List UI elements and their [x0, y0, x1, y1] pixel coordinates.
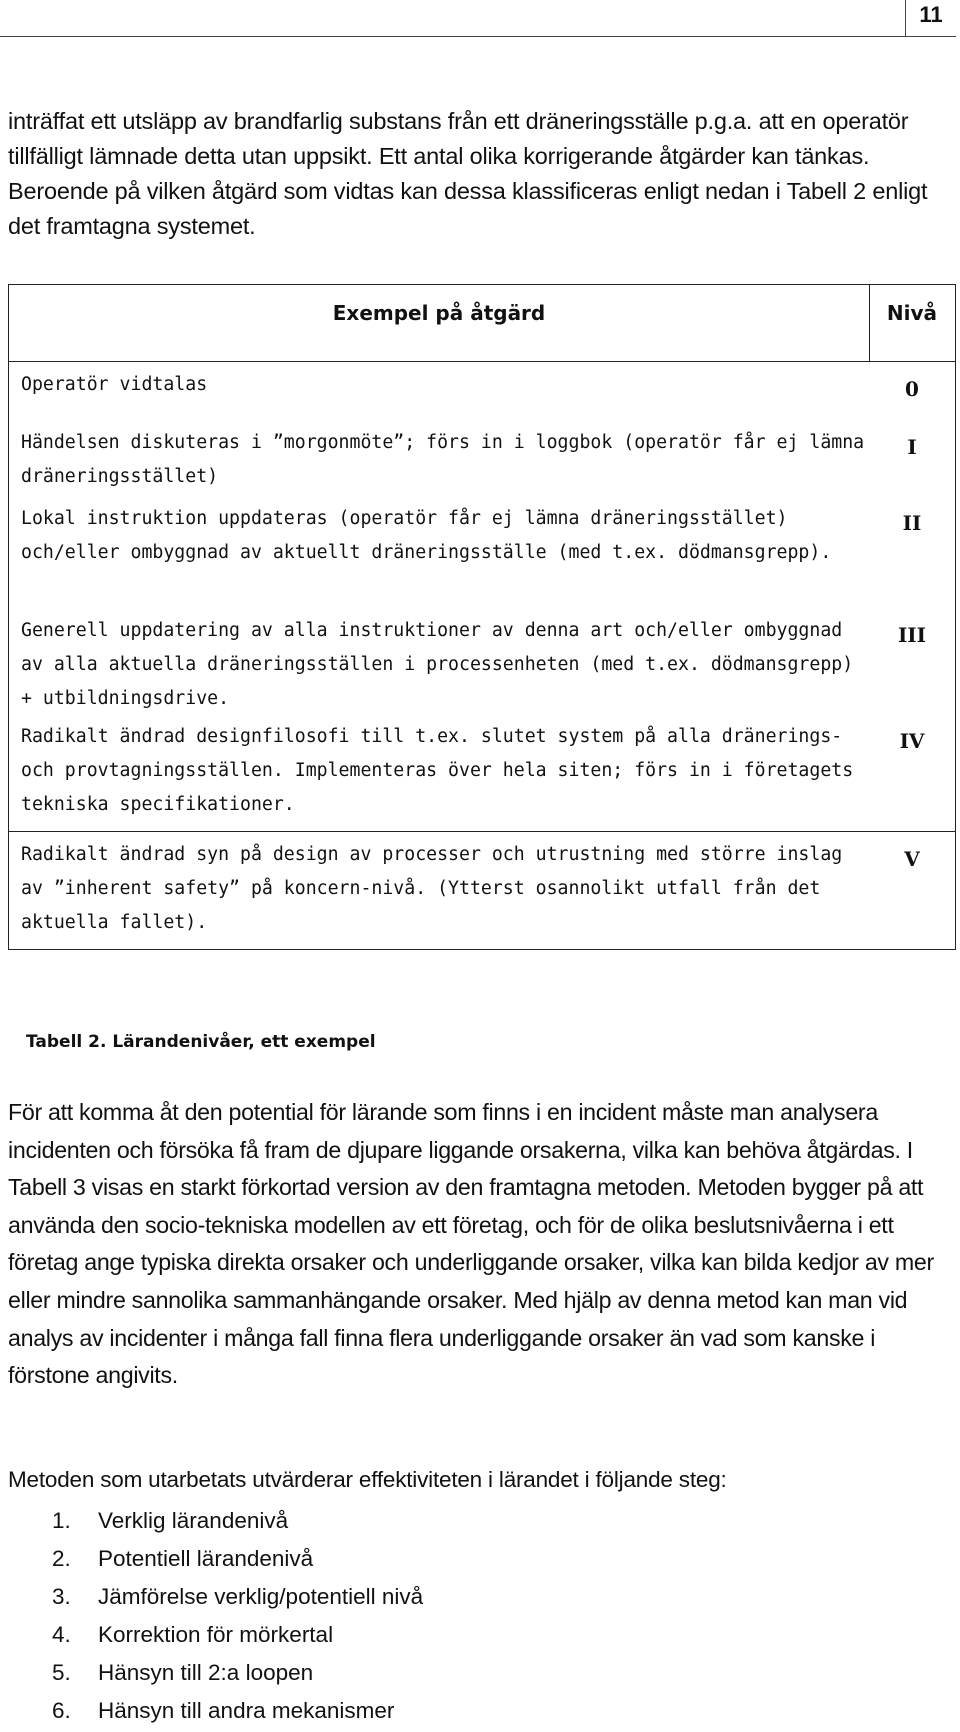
intro-paragraph	[8, 104, 956, 244]
row-action: Lokal instruktion uppdateras (operatör får ej lämna dräneringsstället) och/eller ombyggnad av aktuellt dräneringsställe (med t.ex. dödmansgrepp).	[21, 508, 832, 563]
page-number: 11	[905, 0, 956, 36]
row-level: II	[902, 511, 922, 535]
list-item	[52, 1616, 423, 1654]
step-text: Hänsyn till 2:a loopen	[98, 1660, 314, 1685]
step-number: 3.	[52, 1584, 71, 1609]
step-text: Verklig lärandenivå	[98, 1508, 289, 1533]
step-number: 6.	[52, 1698, 71, 1723]
row-action: Generell uppdatering av alla instruktioner av denna art och/eller ombyggnad av alla aktuella dräneringsställen i processenheten (med t.ex. dödmansgrepp) + utbildningsdrive.	[21, 620, 854, 709]
row-action: Radikalt ändrad syn på design av processer och utrustning med större inslag av ”inherent safety” på koncern-nivå. (Ytterst osannolikt utfall från det aktuella fallet).	[21, 844, 843, 933]
step-number: 5.	[52, 1660, 71, 1685]
table-row	[8, 496, 956, 608]
header-action: Exempel på åtgärd	[9, 285, 870, 361]
steps-intro: Metoden som utarbetats utvärderar effektiviteten i lärandet i följande steg:	[8, 1467, 727, 1492]
row-level: III	[897, 623, 927, 647]
steps-list	[52, 1502, 423, 1730]
page-header	[0, 0, 956, 37]
row-action: Händelsen diskuteras i ”morgonmöte”; förs in i loggbok (operatör får ej lämna dräneringsstället)	[21, 432, 865, 487]
body-paragraph	[8, 1094, 956, 1395]
step-text: Hänsyn till andra mekanismer	[98, 1698, 395, 1723]
learning-levels-table	[8, 284, 956, 950]
row-action: Operatör vidtalas	[21, 374, 208, 395]
table-row	[8, 362, 956, 420]
body-text: För att komma åt den potential för lärande som finns i en incident måste man analysera incidenten och försöka få fram de djupare liggande orsakerna, vilka kan behöva åtgärdas. I Tabell 3 visas en starkt förkortad version av den framtagna metoden. Metoden bygger på att använda den socio-tekniska modellen av ett företag, och för de olika beslutsnivåerna i ett företag ange typiska direkta orsaker och underliggande orsaker, vilka kan bilda kedjor av mer eller mindre sannolika sammanhängande orsaker. Med hjälp av denna metod kan man vid analys av incidenter i många fall finna flera underliggande orsaker än vad som kanske i förstone angivits.	[8, 1099, 934, 1389]
list-item	[52, 1578, 423, 1616]
row-action: Radikalt ändrad designfilosofi till t.ex. slutet system på alla dränerings- och provtagningsställen. Implementeras över hela siten; förs in i företagets tekniska specifikationer.	[21, 726, 854, 815]
step-text: Potentiell lärandenivå	[98, 1546, 314, 1571]
row-level: IV	[899, 729, 925, 753]
row-level: I	[907, 435, 917, 459]
table-header-row	[8, 284, 956, 362]
table-row	[8, 832, 956, 950]
header-level: Nivå	[886, 301, 938, 325]
list-item	[52, 1692, 423, 1730]
list-item	[52, 1502, 423, 1540]
row-level: V	[904, 847, 920, 871]
table-row	[8, 608, 956, 714]
list-item	[52, 1540, 423, 1578]
step-text: Jämförelse verklig/potentiell nivå	[98, 1584, 424, 1609]
step-text: Korrektion för mörkertal	[98, 1622, 334, 1647]
intro-text: inträffat ett utsläpp av brandfarlig substans från ett dräneringsställe p.g.a. att en operatör tillfälligt lämnade detta utan uppsikt. Ett antal olika korrigerande åtgärder kan tänkas. Beroende på vilken åtgärd som vidtas kan dessa klassificeras enligt nedan i Tabell 2 enligt det framtagna systemet.	[8, 108, 928, 239]
table-row	[8, 420, 956, 496]
step-number: 4.	[52, 1622, 71, 1647]
table-row	[8, 714, 956, 832]
table-caption: Tabell 2. Lärandenivåer, ett exempel	[26, 1032, 376, 1052]
step-number: 2.	[52, 1546, 71, 1571]
row-level: 0	[905, 377, 919, 401]
list-item	[52, 1654, 423, 1692]
step-number: 1.	[52, 1508, 71, 1533]
